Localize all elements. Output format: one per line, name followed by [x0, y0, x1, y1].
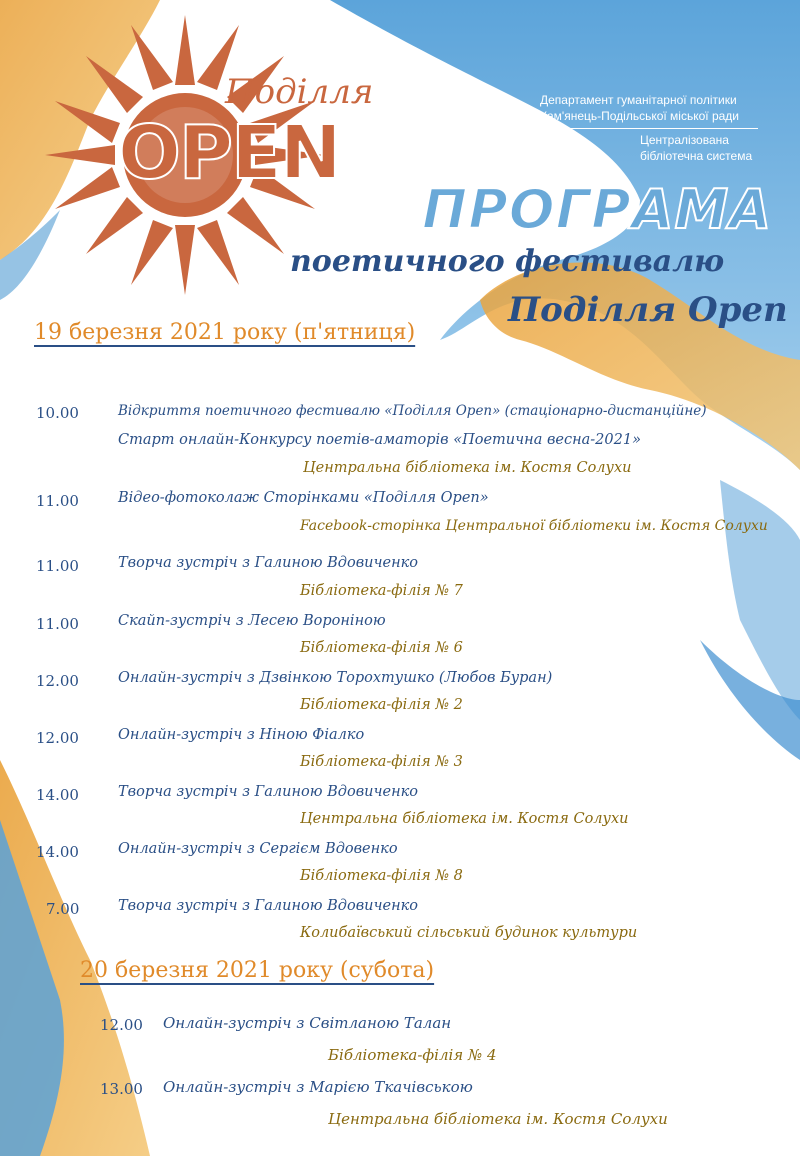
event-location: Колибаївський сільський будинок культури: [300, 925, 638, 941]
day-2-date-heading: 20 березня 2021 року (субота): [80, 958, 435, 983]
event-location: Центральна бібліотека ім. Костя Солухи: [300, 811, 629, 827]
event-time: 10.00: [36, 404, 79, 422]
event-title-line: Відео-фотоколаж Сторінками «Поділля Open»: [118, 490, 489, 506]
event-time: 11.00: [36, 557, 79, 575]
event-time: 12.00: [100, 1016, 143, 1034]
event-location: Бібліотека-філія № 7: [300, 583, 463, 599]
event-location: Бібліотека-філія № 3: [300, 754, 463, 770]
event-title-line: Творча зустріч з Галиною Вдовиченко: [118, 555, 419, 571]
department-line-2: Кам'янець-Подільської міської ради: [540, 109, 740, 123]
program-subtitle-2: Поділля Open: [508, 290, 788, 330]
day-1-date-heading: 19 березня 2021 року (п'ятниця): [34, 320, 416, 345]
event-title-line: Онлайн-зустріч з Сергієм Вдовенко: [118, 841, 398, 857]
event-time: 12.00: [36, 672, 79, 690]
event-location: Бібліотека-філія № 2: [300, 697, 463, 713]
event-title-line: Скайп-зустріч з Лесею Вороніною: [118, 613, 386, 629]
event-location: Facebook-сторінка Центральної бібліотеки ім. Костя Солухи: [300, 518, 768, 534]
logo-script-text: Поділля: [225, 72, 374, 112]
library-line-1: Централізована: [640, 133, 729, 147]
event-time: 14.00: [36, 843, 79, 861]
event-title-line: Творча зустріч з Галиною Вдовиченко: [118, 784, 419, 800]
event-location: Бібліотека-філія № 6: [300, 640, 463, 656]
event-title-line: Відкриття поетичного фестивалю «Поділля Open» (стаціонарно-дистанційне): [118, 403, 707, 419]
event-title-line: Онлайн-зустріч з Марією Ткачівською: [163, 1078, 473, 1096]
program-title: ПРОГРАМА: [422, 178, 772, 241]
event-time: 11.00: [36, 615, 79, 633]
event-title-line: Онлайн-зустріч з Дзвінкою Торохтушко (Любов Буран): [118, 670, 553, 686]
library-line-2: бібліотечна система: [640, 149, 753, 163]
event-title-line: Онлайн-зустріч з Ніною Фіалко: [118, 727, 365, 743]
program-subtitle-1: поетичного фестивалю: [290, 244, 725, 279]
header-divider: [540, 128, 758, 129]
event-time: 12.00: [36, 729, 79, 747]
event-location: Центральна бібліотека ім. Костя Солухи: [328, 1110, 668, 1128]
event-title-line: Творча зустріч з Галиною Вдовиченко: [118, 898, 419, 914]
event-time: 14.00: [36, 786, 79, 804]
event-location: Центральна бібліотека ім. Костя Солухи: [303, 460, 632, 476]
event-title-line: Старт онлайн-Конкурсу поетів-аматорів «Поетична весна-2021»: [118, 432, 641, 448]
event-location: Бібліотека-філія № 8: [300, 868, 463, 884]
event-title-line: Онлайн-зустріч з Світланою Талан: [163, 1014, 452, 1032]
logo-open-text: OPEN: [118, 110, 340, 196]
department-line-1: Департамент гуманітарної політики: [540, 93, 737, 107]
event-time: 7.00: [46, 900, 80, 918]
event-time: 11.00: [36, 492, 79, 510]
event-location: Бібліотека-філія № 4: [328, 1046, 497, 1064]
event-time: 13.00: [100, 1080, 143, 1098]
